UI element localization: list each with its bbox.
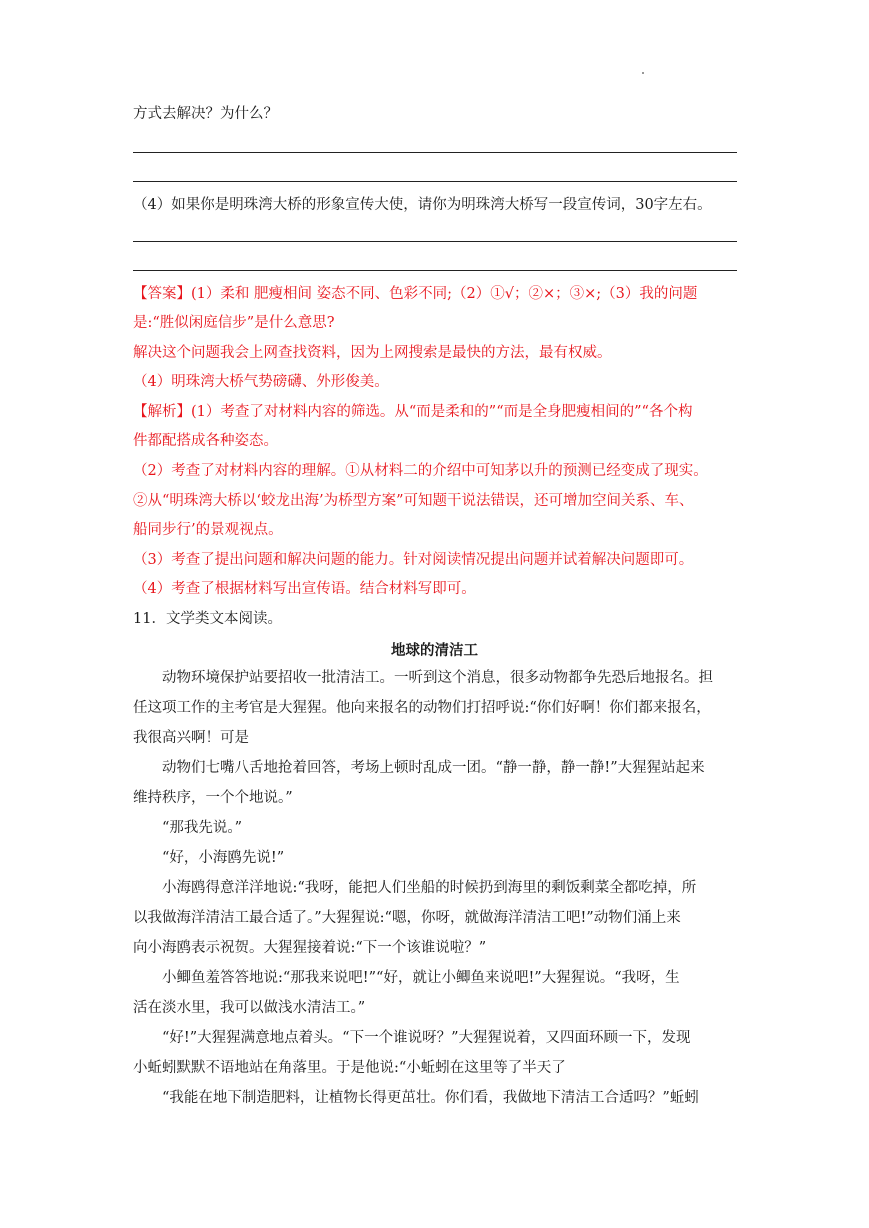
answer-line3: 解决这个问题我会上网查找资料，因为上网搜索是最快的方法，最有权威。 bbox=[133, 345, 612, 361]
story-line: 我很高兴啊！可是 bbox=[133, 730, 249, 746]
analysis-line2: 件都配搭成各种姿态。 bbox=[133, 433, 278, 449]
analysis-line3: （2）考查了对材料内容的理解。①从材料二的介绍中可知茅以升的预测已经变成了现实。 bbox=[133, 463, 708, 479]
story-line: 以我做海洋清洁工最合适了。”大猩猩说:“嗯，你呀，就做海洋清洁工吧!”动物们涌上来 bbox=[133, 910, 681, 926]
story-line: 维持秩序，一个个地说。” bbox=[133, 790, 293, 806]
answer-line4: （4）明珠湾大桥气势磅礴、外形俊美。 bbox=[133, 374, 389, 390]
analysis-line1: 【解析】(1）考查了对材料内容的筛选。从“而是柔和的”“而是全身肥瘦相间的”“各个构 bbox=[133, 404, 693, 420]
story-line: “我能在地下制造肥料，让植物长得更茁壮。你们看，我做地下清洁工合适吗？”蚯蚓 bbox=[162, 1090, 699, 1106]
question3-tail: 方式去解决？为什么？ bbox=[133, 106, 278, 122]
story-line: 活在淡水里，我可以做浅水清洁工。” bbox=[133, 1000, 366, 1016]
analysis-line7: （4）考查了根据材料写出宣传语。结合材料写即可。 bbox=[133, 581, 476, 597]
scan-dot bbox=[642, 72, 644, 74]
question-11-heading: 11．文学类文本阅读。 bbox=[133, 611, 282, 627]
story-line: 小鲫鱼羞答答地说:“那我来说吧!”“好，就让小鲫鱼来说吧!”大猩猩说。“我呀，生 bbox=[162, 970, 680, 986]
answer-line1: 【答案】(1）柔和 肥瘦相间 姿态不同、色彩不同;（2）①√；②×；③×;（3）我的问题 bbox=[133, 286, 698, 302]
answer-line-4 bbox=[133, 270, 737, 271]
analysis-line5: 船同步行’的景观视点。 bbox=[133, 522, 283, 538]
answer-line-1 bbox=[133, 152, 737, 153]
story-line: “好，小海鸥先说!” bbox=[162, 850, 285, 866]
story-line: 动物环境保护站要招收一批清洁工。一听到这个消息，很多动物都争先恐后地报名。担 bbox=[162, 670, 713, 686]
story-line: 小蚯蚓默默不语地站在角落里。于是他说:“小蚯蚓在这里等了半天了 bbox=[133, 1060, 566, 1076]
story-line: 向小海鸥表示祝贺。大猩猩接着说:“下一个该谁说啦？” bbox=[133, 940, 487, 956]
analysis-line6: （3）考查了提出问题和解决问题的能力。针对阅读情况提出问题并试着解决问题即可。 bbox=[133, 552, 694, 568]
question4: （4）如果你是明珠湾大桥的形象宣传大使，请你为明珠湾大桥写一段宣传词，30字左右。 bbox=[133, 197, 712, 213]
story-line: “那我先说。” bbox=[162, 820, 243, 836]
story-line: 动物们七嘴八舌地抢着回答，考场上顿时乱成一团。“静一静，静一静!”大猩猩站起来 bbox=[162, 760, 705, 776]
story-title: 地球的清洁工 bbox=[391, 642, 478, 659]
story-line: 小海鸥得意洋洋地说:“我呀，能把人们坐船的时候扔到海里的剩饭剩菜全都吃掉，所 bbox=[162, 880, 697, 896]
answer-line-3 bbox=[133, 241, 737, 242]
answer-line-2 bbox=[133, 181, 737, 182]
story-line: “好!”大猩猩满意地点着头。“下一个谁说呀？”大猩猩说着，又四面环顾一下，发现 bbox=[162, 1030, 691, 1046]
answer-line2: 是:“胜似闲庭信步”是什么意思? bbox=[133, 315, 335, 331]
analysis-line4: ②从“明珠湾大桥以‘蛟龙出海’为桥型方案”可知题干说法错误，还可增加空间关系、车、 bbox=[133, 493, 694, 509]
story-line: 任这项工作的主考官是大猩猩。他向来报名的动物们打招呼说:“你们好啊！你们都来报名， bbox=[133, 700, 711, 716]
